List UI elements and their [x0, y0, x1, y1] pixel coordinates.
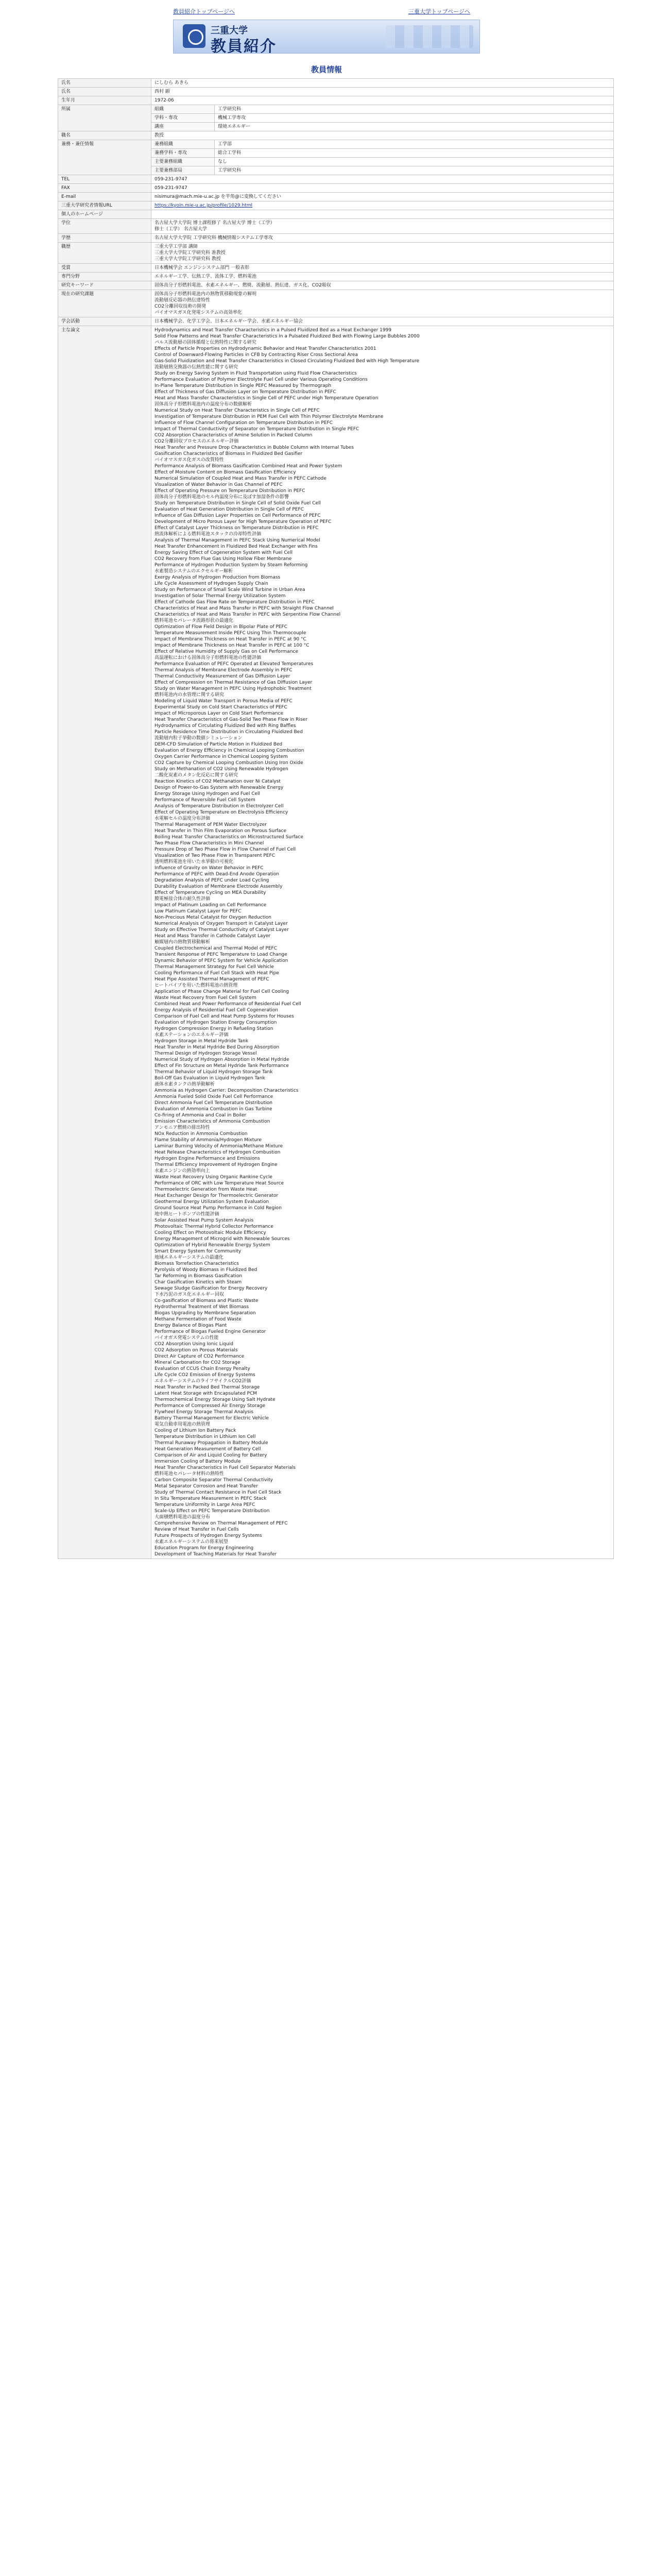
paper-item: Optimization of Hybrid Renewable Energy System: [154, 1243, 270, 1248]
paper-item: 固体高分子形燃料電池内の温度分布の数値解析: [154, 402, 252, 407]
paper-item: Latent Heat Storage with Encapsulated PCM: [154, 1391, 257, 1396]
row-name-kana: 氏名 にしむら あきら: [58, 79, 614, 88]
paper-item: Solar Assisted Heat Pump System Analysis: [154, 1218, 254, 1223]
row-addl-3: 主要兼務部局 工学研究科: [58, 166, 614, 175]
paper-item: Performance of Hydrogen Production System by Steam Reforming: [154, 563, 308, 568]
career-item: 三重大学大学院工学研究科 教授: [154, 257, 221, 262]
paper-item: Performance Analysis of Biomass Gasification Combined Heat and Power System: [154, 464, 342, 469]
paper-item: Study on Methanation of CO2 Using Renewable Hydrogen: [154, 767, 288, 772]
row-theme: 現在の研究課題 固体高分子形燃料電池内の熱物質移動現象の解明 流動層反応器の熱伝達特性 CO2分離回収技術の開発 バイオマスガス化発電システムの高効率化: [58, 290, 614, 317]
header-banner: [173, 20, 480, 54]
activity-value: 日本機械学会、化学工学会、日本エネルギー学会、水素エネルギー協会: [151, 317, 614, 326]
paper-item: 地中熱ヒートポンプの性能評価: [154, 1212, 219, 1217]
paper-item: Characteristics of Heat and Mass Transfer in PEFC with Straight Flow Channel: [154, 606, 334, 611]
paper-item: Heat Transfer in Thin Film Evaporation on Porous Surface: [154, 828, 287, 834]
paper-item: Investigation of Solar Thermal Energy Utilization System: [154, 594, 286, 599]
paper-item: Ammonia Fueled Solid Oxide Fuel Cell Performance: [154, 1094, 273, 1099]
university-logo-icon: [183, 24, 205, 48]
row-school: 学歴 名古屋大学大学院 工学研究科 機械情報システム工学専攻: [58, 234, 614, 243]
row-email: E-mail nisimura@mach.mie-u.ac.jp を半角@に変換してください: [58, 193, 614, 201]
paper-item: Experimental Study on Cold Start Characteristics of PEFC: [154, 705, 287, 710]
paper-item: Effects of Particle Properties on Hydrodynamic Behavior and Heat Transfer Characteristics 2001: [154, 346, 376, 351]
paper-item: 流動層内粒子挙動の数値シミュレーション: [154, 736, 243, 741]
theme-item: 流動層反応器の熱伝達特性: [154, 298, 211, 303]
paper-item: Energy Storage Using Hydrogen and Fuel Cell: [154, 791, 261, 796]
paper-item: Flame Stability of Ammonia/Hydrogen Mixture: [154, 1138, 262, 1143]
row-name: 氏名 西村 顕: [58, 88, 614, 96]
paper-item: Evaluation of Energy Efficiency in Chemical Looping Combustion: [154, 748, 304, 753]
university-name: 三重大学: [211, 25, 248, 36]
paper-item: Evaluation of Heat Generation Distribution in Single Cell of PEFC: [154, 507, 304, 512]
paper-item: Performance of Reversible Fuel Cell System: [154, 798, 255, 803]
paper-item: Heat Generation Measurement of Battery Cell: [154, 1447, 261, 1452]
paper-item: Impact of Platinum Loading on Cell Performance: [154, 903, 267, 908]
paper-item: Solid Flow Patterns and Heat Transfer Characteristics in a Pulsated Fluidized Bed with Flowing Large Bubbles 2000: [154, 334, 420, 339]
paper-item: Development of Micro Porous Layer for High Temperature Operation of PEFC: [154, 519, 332, 524]
paper-item: Transient Response of PEFC Temperature to Load Change: [154, 952, 287, 957]
paper-item: Reaction Kinetics of CO2 Methanation over Ni Catalyst: [154, 779, 281, 784]
row-career: 職歴 三重大学工学部 講師 三重大学大学院工学研究科 准教授 三重大学大学院工学研究科 教授: [58, 243, 614, 264]
row-degree: 学位 名古屋大学大学院 博士課程修了 名古屋大学 博士（工学） 修士（工学） 名古屋大学: [58, 219, 614, 234]
section-title: 教員情報: [311, 65, 342, 74]
paper-item: Visualization of Water Behavior in Gas Channel of PEFC: [154, 482, 283, 487]
paper-item: Heat and Mass Transfer in Cathode Catalyst Layer: [154, 934, 271, 939]
paper-item: Investigation of Temperature Distribution in PEM Fuel Cell with Thin Polymer Electrolyte Membrane: [154, 414, 384, 419]
paper-item: DEM-CFD Simulation of Particle Motion in Fluidized Bed: [154, 742, 283, 747]
paper-item: Cooling Effect on Photovoltaic Module Efficiency: [154, 1230, 266, 1235]
paper-item: Impact of Thermal Conductivity of Separator on Temperature Distribution in Single PEFC: [154, 427, 359, 432]
paper-item: バイオガス発電システムの性能: [154, 1335, 219, 1341]
degree-value: 名古屋大学大学院 博士課程修了 名古屋大学 博士（工学）: [154, 221, 275, 226]
paper-item: Thermal Runaway Propagation in Battery Module: [154, 1440, 268, 1446]
paper-item: Control of Downward-Flowing Particles in CFB by Contracting Riser Cross Sectional Area: [154, 352, 358, 358]
top-navigation: [0, 7, 653, 18]
paper-item: Numerical Study of Hydrogen Absorption in Metal Hydride: [154, 1057, 289, 1062]
paper-item: Ammonia as Hydrogen Carrier: Decomposition Characteristics: [154, 1088, 299, 1093]
paper-item: CO2 Recovery from Flue Gas Using Hollow Fiber Membrane: [154, 556, 292, 562]
award-value: 日本機械学会 エンジンシステム部門 一般表彰: [151, 264, 614, 273]
paper-item: Visualization of Two Phase Flow in Transparent PEFC: [154, 853, 275, 858]
theme-item: 固体高分子形燃料電池内の熱物質移動現象の解明: [154, 292, 257, 297]
paper-item: Hydrogen Storage in Metal Hydride Tank: [154, 1039, 249, 1044]
paper-item: Influence of Gas Diffusion Layer Properties on Cell Performance of PEFC: [154, 513, 321, 518]
row-title: 職名 教授: [58, 131, 614, 140]
paper-item: CO2 Absorption Characteristics of Amine Solution in Packed Column: [154, 433, 313, 438]
paper-item: Influence of Gravity on Water Behavior in PEFC: [154, 866, 264, 871]
paper-item: Low Platinum Catalyst Layer for PEFC: [154, 909, 242, 914]
paper-item: Methane Fermentation of Food Waste: [154, 1317, 242, 1322]
paper-item: Geothermal Energy Utilization System Evaluation: [154, 1199, 269, 1205]
banner-decoration: [386, 25, 473, 48]
paper-item: Analysis of Thermal Management in PEFC Stack Using Numerical Model: [154, 538, 320, 543]
paper-item: Smart Energy System for Community: [154, 1249, 242, 1254]
paper-item: Photovoltaic Thermal Hybrid Collector Performance: [154, 1224, 273, 1229]
paper-item: Effect of Relative Humidity of Supply Gas on Cell Performance: [154, 649, 299, 654]
paper-item: 燃料電池セパレータ材料の熱特性: [154, 1471, 225, 1477]
paper-item: Battery Thermal Management for Electric Vehicle: [154, 1416, 269, 1421]
paper-item: Cooling of Lithium Ion Battery Pack: [154, 1428, 236, 1433]
theme-item: CO2分離回収技術の開発: [154, 304, 207, 309]
paper-item: Evaluation of Hydrogen Station Energy Consumption: [154, 1020, 277, 1025]
paper-item: Non-Precious Metal Catalyst for Oxygen Reduction: [154, 915, 271, 920]
paper-item: Temperature Uniformity in Large Area PEFC: [154, 1502, 255, 1507]
paper-item: Numerical Simulation of Coupled Heat and Mass Transfer in PEFC Cathode: [154, 476, 326, 481]
paper-item: Hydrodynamics and Heat Transfer Characteristics in a Pulsed Fluidized Bed as a Heat Exchanger 1999: [154, 328, 392, 333]
paper-item: Thermal Design of Hydrogen Storage Vessel: [154, 1051, 257, 1056]
paper-item: Cooling Performance of Fuel Cell Stack with Heat Pipe: [154, 971, 279, 976]
paper-item: Hydrothermal Treatment of Wet Biomass: [154, 1304, 249, 1310]
paper-item: Hydrodynamics of Circulating Fluidized Bed with Ring Baffles: [154, 723, 296, 728]
paper-item: Influence of Flow Channel Configuration on Temperature Distribution in PEFC: [154, 420, 333, 426]
paper-item: Performance of Compressed Air Energy Storage: [154, 1403, 266, 1409]
paper-item: 透明燃料電池を用いた水挙動の可視化: [154, 859, 234, 865]
paper-item: Thermochemical Energy Storage Using Salt Hydrate: [154, 1397, 276, 1402]
paper-item: Direct Ammonia Fuel Cell Temperature Distribution: [154, 1100, 272, 1106]
row-addl-1: 兼務学科・専攻 総合工学科: [58, 149, 614, 158]
paper-item: Thermal Conductivity Measurement of Gas Diffusion Layer: [154, 674, 290, 679]
banner-title: 教員紹介: [211, 38, 277, 56]
paper-item: Thermal Behavior of Liquid Hydrogen Storage Tank: [154, 1070, 273, 1075]
paper-item: Study on Effective Thermal Conductivity of Catalyst Layer: [154, 927, 289, 933]
personal-homepage-value: [151, 210, 614, 219]
paper-item: 地域エネルギーシステムの最適化: [154, 1255, 224, 1260]
paper-item: エネルギーシステムのライフサイクルCO2評価: [154, 1379, 251, 1384]
paper-item: Evaluation of CCUS Chain Energy Penalty: [154, 1366, 250, 1371]
paper-item: Heat Transfer Enhancement in Fluidized Bed Heat Exchanger with Fins: [154, 544, 318, 549]
paper-item: 膜電極接合体の耐久性評価: [154, 896, 211, 902]
paper-item: Pyrolysis of Woody Biomass in Fluidized Bed: [154, 1267, 257, 1273]
paper-item: Characteristics of Heat and Mass Transfer in PEFC with Serpentine Flow Channel: [154, 612, 341, 617]
degree-value-2: 修士（工学） 名古屋大学: [154, 227, 207, 232]
paper-item: Combined Heat and Power Performance of Residential Fuel Cell: [154, 1002, 301, 1007]
paper-item: Performance Evaluation of PEFC Operated at Elevated Temperatures: [154, 662, 314, 667]
paper-item: Metal Separator Corrosion and Heat Transfer: [154, 1484, 258, 1489]
paper-item: Energy Balance of Biogas Plant: [154, 1323, 227, 1328]
paper-item: Effect of Cathode Gas Flow Rate on Temperature Distribution in PEFC: [154, 600, 315, 605]
paper-item: Performance of Biogas Fueled Engine Generator: [154, 1329, 266, 1334]
paper-item: Durability Evaluation of Membrane Electrode Assembly: [154, 884, 283, 889]
paper-item: 流動層熱交換器の伝熱性能に関する研究: [154, 365, 238, 370]
career-item: 三重大学大学院工学研究科 准教授: [154, 250, 226, 256]
paper-item: Life Cycle Assessment of Hydrogen Supply Chain: [154, 581, 268, 586]
paper-item: Temperature Measurement Inside PEFC Using Thin Thermocouple: [154, 631, 306, 636]
fax-value: 059-231-9747: [151, 184, 614, 193]
paper-item: Effect of Compression on Thermal Resistance of Gas Diffusion Layer: [154, 680, 313, 685]
paper-item: Impact of Membrane Thickness on Heat Transfer in PEFC at 90 °C: [154, 637, 306, 642]
paper-item: Gas-Solid Fluidization and Heat Transfer Characteristics in Closed Circulating Fluidized Bed with High Temperature: [154, 359, 420, 364]
paper-item: Comparison of Air and Liquid Cooling for Battery: [154, 1453, 267, 1458]
paper-item: Pressure Drop of Two Phase Flow in Flow Channel of Fuel Cell: [154, 847, 296, 852]
paper-item: Thermal Management of PEM Water Electrolyzer: [154, 822, 267, 827]
paper-item: In Situ Temperature Measurement in PEFC Stack: [154, 1496, 267, 1501]
paper-item: Review of Heat Transfer in Fuel Cells: [154, 1527, 239, 1532]
paper-item: Energy Management of Microgrid with Renewable Sources: [154, 1236, 290, 1242]
row-birth: 生年月 1972-06: [58, 96, 614, 105]
paper-item: Boiling Heat Transfer Characteristics on Microstructured Surface: [154, 835, 303, 840]
university-top-link[interactable]: 三重大学トップページへ: [408, 8, 471, 15]
paper-item: Heat and Mass Transfer Characteristics in Single Cell of PEFC under High Temperature Operation: [154, 396, 379, 401]
paper-item: Co-gasification of Biomass and Plastic Waste: [154, 1298, 259, 1303]
paper-item: CO2 Adsorption on Porous Materials: [154, 1348, 238, 1353]
paper-item: Heat Transfer in Packed Bed Thermal Storage: [154, 1385, 260, 1390]
paper-item: Dynamic Behavior of PEFC System for Vehicle Application: [154, 958, 288, 963]
paper-item: Scale-Up Effect on PEFC Temperature Distribution: [154, 1509, 270, 1514]
paper-item: Effect of Operating Temperature on Electrolysis Efficiency: [154, 810, 288, 815]
paper-item: Study on Temperature Distribution in Single Cell of Solid Oxide Fuel Cell: [154, 501, 321, 506]
paper-item: Evaluation of Ammonia Combustion in Gas Turbine: [154, 1107, 272, 1112]
paper-item: Education Program for Energy Engineering: [154, 1546, 254, 1551]
paper-item: 液体水素タンクの熱挙動解析: [154, 1082, 215, 1087]
paper-item: Hydrogen Compression Energy in Refueling Station: [154, 1026, 273, 1031]
paper-item: Study of Thermal Contact Resistance in Fuel Cell Stack: [154, 1490, 282, 1495]
paper-item: 水素製造システムのエクセルギー解析: [154, 569, 233, 574]
paper-item: Thermoelectric Generation from Waste Heat: [154, 1187, 257, 1192]
theme-item: バイオマスガス化発電システムの高効率化: [154, 310, 242, 315]
row-keyword: 研究キーワード 固体高分子形燃料電池、水素エネルギー、燃焼、流動層、熱伝達、ガス化、CO2吸収: [58, 281, 614, 290]
paper-item: 大面積燃料電池の温度分布: [154, 1515, 211, 1520]
field-value: エネルギー工学、伝熱工学、流体工学、燃料電池: [151, 273, 614, 281]
paper-item: Performance of ORC with Low Temperature Heat Source: [154, 1181, 284, 1186]
paper-item: Energy Analysis of Residential Fuel Cell Cogeneration: [154, 1008, 278, 1013]
row-tel: TEL 059-231-9747: [58, 175, 614, 184]
row-affil-0: 所属 組織 工学研究科: [58, 105, 614, 114]
paper-item: 燃料電池内の水管理に関する研究: [154, 692, 225, 698]
row-papers: 主な論文 Hydrodynamics and Heat Transfer Characteristics in a Pulsed Fluidized Bed as a Heat Exchanger 1999 Solid Flow Patterns and Heat Transfer Characteristics in a Pulsated Fluidized Bed with Flowing Large Bubbles 2000 パルス流動層の固体循環と伝熱特性に関する研究 Effects of Particle Properties on Hydrodynamic Behavior and Heat Transfer Characteristics 2001 Control of Downward-Flowing Particles in CFB by Contracting Riser Cross Sectional Area Gas-Solid Fluidization and Heat Transfer Characteristics in Closed Circulating Fluidized Bed with High Temperature 流動層熱交換器の伝熱性能に関する研究 Study on Energy Saving System in Fluid Transportation using Fluid Flow Characteristics Performance Evaluation of Polymer Electrolyte Fuel Cell under Various Operating Conditions In-Plane Temperature Distribution in Single PEFC Measured by Thermograph Effect of Thickness of Gas Diffusion Layer on Temperature Distribution in PEFC Heat and Mass Transfer Characteristics in Single Cell of PEFC under High Temperature Operation 固体高分子形燃料電池内の温度分布の数値解析 Numerical Study on Heat Transfer Characteristics in Single Cell of PEFC Investigation of Temperature Distribution in PEM Fuel Cell with Thin Polymer Electrolyte Membrane Influence of Flow Channel Configuration on Temperature Distribution in PEFC Impact of Thermal Conductivity of Separator on Temperature Distribution in Single PEFC CO2 Absorption Characteristics of Amine Solution in Packed Column CO2分離回収プロセスのエネルギー評価 Heat Transfer and Pressure Drop Characteristics in Bubble Column with Internal Tubes Gasification Characteristics of Biomass in Fluidized Bed Gasifier バイオマスガス化ガスの改質特性 Performance Analysis of Biomass Gasification Combined Heat and Power System Effect of Moisture Content on Biomass Gasification Efficiency Numerical Simulation of Coupled Heat and Mass Transfer in PEFC Cathode Visualization of Water Behavior in Gas Channel of PEFC Effect of Operating Pressure on Temperature Distribution in PEFC 固体高分子形燃料電池のセル内温度分布に及ぼす加湿条件の影響 Study on Temperature Distribution in Single Cell of Solid Oxide Fuel Cell Evaluation of Heat Generation Distribution in Single Cell of PEFC Influence of Gas Diffusion Layer Properties on Cell Performance of PEFC Development of Micro Porous Layer for High Temperature Operation of PEFC Effect of Catalyst Layer Thickness on Temperature Distribution in PEFC 熱流体解析による燃料電池スタックの冷却特性評価 Analysis of Thermal Management in PEFC Stack Using Numerical Model Heat Transfer Enhancement in Fluidized Bed Heat Exchanger with Fins Energy Saving Effect of Cogeneration System with Fuel Cell CO2 Recovery from Flue Gas Using Hollow Fiber Membrane Performance of Hydrogen Production System by Steam Reforming 水素製造システムのエクセルギー解析 Exergy Analysis of Hydrogen Production from Biomass Life Cycle Assessment of Hydrogen Supply Chain Study on Performance of Small Scale Wind Turbine in Urban Area Investigation of Solar Thermal Energy Utilization System Effect of Cathode Gas Flow Rate on Temperature Distribution in PEFC Characteristics of Heat and Mass Transfer in PEFC with Straight Flow Channel Characteristics of Heat and Mass Transfer in PEFC with Serpentine Flow Channel 燃料電池セパレータ流路形状の最適化 Optimization of Flow Field Design in Bipolar Plate of PEFC Temperature Measurement Inside PEFC Using Thin Thermocouple Impact of Membrane Thickness on Heat Transfer in PEFC at 90 °C Impact of Membrane Thickness on Heat Transfer in PEFC at 100 °C Effect of Relative Humidity of Supply Gas on Cell Performance 高温運転における固体高分子形燃料電池の性能評価 Performance Evaluation of PEFC Operated at Elevated Temperatures Thermal Analysis of Membrane Electrode Assembly in PEFC Thermal Conductivity Measurement of Gas Diffusion Layer Effect of Compression on Thermal Resistance of Gas Diffusion Layer Study on Water Management in PEFC Using Hydrophobic Treatment 燃料電池内の水管理に関する研究 Modeling of Liquid Water Transport in Porous Media of PEFC Experimental Study on Cold Start Characteristics of PEFC Impact of Microporous Layer on Cold Start Performance Heat Transfer Characteristics of Gas-Solid Two Phase Flow in Riser Hydrodynamics of Circulating Fluidized Bed with Ring Baffles Particle Residence Time Distribution in Circulating Fluidized Bed 流動層内粒子挙動の数値シミュレーション DEM-CFD Simulation of Particle Motion in Fluidized Bed Evaluation of Energy Efficiency in Chemical Looping Combustion Oxygen Carrier Performance in Chemical Looping System CO2 Capture by Chemical Looping Combustion Using Iron Oxide Study on Methanation of CO2 Using Renewable Hydrogen 二酸化炭素のメタン化反応に関する研究 Reaction Kinetics of CO2 Methanation over Ni Catalyst Design of Power-to-Gas System with Renewable Energy Energy Storage Using Hydrogen and Fuel Cell Performance of Reversible Fuel Cell System Analysis of Temperature Distribution in Electrolyzer Cell Effect of Operating Temperature on Electrolysis Efficiency 水電解セルの温度分布評価 Thermal Management of PEM Water Electrolyzer Heat Transfer in Thin Film Evaporation on Porous Surface Boiling Heat Transfer Characteristics on Microstructured Surface Two Phase Flow Characteristics in Mini Channel Pressure Drop of Two Phase Flow in Flow Channel of Fuel Cell Visualization of Two Phase Flow in Transparent PEFC 透明燃料電池を用いた水挙動の可視化 Influence of Gravity on Water Behavior in PEFC Performance of PEFC with Dead-End Anode Operation Degradation Analysis of PEFC under Load Cycling Durability Evaluation of Membrane Electrode Assembly Effect of Temperature Cycling on MEA Durability 膜電極接合体の耐久性評価 Impact of Platinum Loading on Cell Performance Low Platinum Catalyst Layer for PEFC Non-Precious Metal Catalyst for Oxygen Reduction Numerical Analysis of Oxygen Transport in Catalyst Layer Study on Effective Thermal Conductivity of Catalyst Layer Heat and Mass Transfer in Cathode Catalyst Layer 触媒層内の熱物質移動解析 Coupled Electrochemical and Thermal Model of PEFC Transient Response of PEFC Temperature to Load Change Dynamic Behavior of PEFC System for Vehicle Application Thermal Management Strategy for Fuel Cell Vehicle Cooling Performance of Fuel Cell Stack with Heat Pipe Heat Pipe Assisted Thermal Management of PEFC ヒートパイプを用いた燃料電池の熱管理 Application of Phase Change Material for Fuel Cell Cooling Waste Heat Recovery from Fuel Cell System Combined Heat and Power Performance of Residential Fuel Cell Energy Analysis of Residential Fuel Cell Cogeneration Comparison of Fuel Cell and Heat Pump Systems for Houses Evaluation of Hydrogen Station Energy Consumption Hydrogen Compression Energy in Refueling Station 水素ステーションのエネルギー評価 Hydrogen Storage in Metal Hydride Tank Heat Transfer in Metal Hydride Bed During Absorption Thermal Design of Hydrogen Storage Vessel Numerical Study of Hydrogen Absorption in Metal Hydride Effect of Fin Structure on Metal Hydride Tank Performance Thermal Behavior of Liquid Hydrogen Storage Tank Boil-Off Gas Evaluation in Liquid Hydrogen Tank 液体水素タンクの熱挙動解析 Ammonia as Hydrogen Carrier: Decomposition Characteristics Ammonia Fueled Solid Oxide Fuel Cell Performance Direct Ammonia Fuel Cell Temperature Distribution Evaluation of Ammonia Combustion in Gas Turbine Co-firing of Ammonia and Coal in Boiler Emission Characteristics of Ammonia Combustion アンモニア燃焼の排出特性 NOx Reduction in Ammonia Combustion Flame Stability of Ammonia/Hydrogen Mixture Laminar Burning Velocity of Ammonia/Methane Mixture Heat Release Characteristics of Hydrogen Combustion Hydrogen Engine Performance and Emissions Thermal Efficiency Improvement of Hydrogen Engine 水素エンジンの熱効率向上 Waste Heat Recovery Using Organic Rankine Cycle Performance of ORC with Low Temperature Heat Source Thermoelectric Generation from Waste Heat Heat Exchanger Design for Thermoelectric Generator Geothermal Energy Utilization System Evaluation Ground Source Heat Pump Performance in Cold Region 地中熱ヒートポンプの性能評価 Solar Assisted Heat Pump System Analysis Photovoltaic Thermal Hybrid Collector Performance Cooling Effect on Photovoltaic Module Efficiency Energy Management of Microgrid with Renewable Sources Optimization of Hybrid Renewable Energy System Smart Energy System for Community 地域エネルギーシステムの最適化 Biomass Torrefaction Characteristics Pyrolysis of Woody Biomass in Fluidized Bed Tar Reforming in Biomass Gasification Char Gasification Kinetics with Steam Sewage Sludge Gasification for Energy Recovery 下水汚泥のガス化エネルギー回収 Co-gasification of Biomass and Plastic Waste Hydrothermal Treatment of Wet Biomass Biogas Upgrading by Membrane Separation Methane Fermentation of Food Waste Energy Balance of Biogas Plant Performance of Biogas Fueled Engine Generator バイオガス発電システムの性能 CO2 Absorption Using Ionic Liquid CO2 Adsorption on Porous Materials Direct Air Capture of CO2 Performance Mineral Carbonation for CO2 Storage Evaluation of CCUS Chain Energy Penalty Life Cycle CO2 Emission of Energy Systems エネルギーシステムのライフサイクルCO2評価 Heat Transfer in Packed Bed Thermal Storage Latent Heat Storage with Encapsulated PCM Thermochemical Energy Storage Using Salt Hydrate Performance of Compressed Air Energy Storage Flywheel Energy Storage Thermal Analysis Battery Thermal Management for Electric Vehicle 電気自動車用電池の熱管理 Cooling of Lithium Ion Battery Pack Temperature Distribution in Lithium Ion Cell Thermal Runaway Propagation in Battery Module Heat Generation Measurement of Battery Cell Comparison of Air and Liquid Cooling for Battery Immersion Cooling of Battery Module Heat Transfer Characteristics in Fuel Cell Separator Materials 燃料電池セパレータ材料の熱特性 Carbon Composite Separator Thermal Conductivity Metal Separator Corrosion and Heat Transfer Study of Thermal Contact Resistance in Fuel Cell Stack In Situ Temperature Measurement in PEFC Stack Temperature Uniformity in Large Area PEFC Scale-Up Effect on PEFC Temperature Distribution 大面積燃料電池の温度分布 Comprehensive Review on Thermal Management of PEFC Review of Heat Transfer in Fuel Cells Future Prospects of Hydrogen Energy Systems 水素エネルギーシステムの将来展望 Education Program for Energy Engineering Development of Teaching Materials for Heat Transfer: [58, 326, 614, 1559]
paper-item: Comprehensive Review on Thermal Management of PEFC: [154, 1521, 288, 1526]
tel-value: 059-231-9747: [151, 175, 614, 184]
paper-item: 水素エネルギーシステムの将来展望: [154, 1539, 228, 1545]
paper-item: Oxygen Carrier Performance in Chemical Looping System: [154, 754, 288, 759]
paper-item: ヒートパイプを用いた燃料電池の熱管理: [154, 983, 238, 988]
paper-item: Impact of Membrane Thickness on Heat Transfer in PEFC at 100 °C: [154, 643, 310, 648]
paper-item: CO2 Capture by Chemical Looping Combustion Using Iron Oxide: [154, 760, 303, 766]
paper-item: Thermal Management Strategy for Fuel Cell Vehicle: [154, 964, 274, 970]
paper-item: 水素ステーションのエネルギー評価: [154, 1032, 229, 1038]
paper-item: CO2分離回収プロセスのエネルギー評価: [154, 439, 239, 444]
paper-item: Coupled Electrochemical and Thermal Model of PEFC: [154, 946, 278, 951]
paper-item: Study on Energy Saving System in Fluid Transportation using Fluid Flow Characteristics: [154, 371, 357, 376]
row-fax: FAX 059-231-9747: [58, 184, 614, 193]
paper-item: Carbon Composite Separator Thermal Conductivity: [154, 1478, 273, 1483]
paper-item: Effect of Moisture Content on Biomass Gasification Efficiency: [154, 470, 296, 475]
paper-item: Optimization of Flow Field Design in Bipolar Plate of PEFC: [154, 624, 287, 630]
paper-item: Heat Transfer and Pressure Drop Characteristics in Bubble Column with Internal Tubes: [154, 445, 354, 450]
paper-item: Co-firing of Ammonia and Coal in Boiler: [154, 1113, 247, 1118]
row-addl-0: 兼務・兼任情報 兼務組織 工学部: [58, 140, 614, 149]
paper-item: 熱流体解析による燃料電池スタックの冷却特性評価: [154, 532, 262, 537]
paper-item: Waste Heat Recovery from Fuel Cell System: [154, 995, 256, 1001]
faculty-top-link[interactable]: 教員紹介トップページへ: [173, 8, 235, 15]
row-award: 受賞 日本機械学会 エンジンシステム部門 一般表彰: [58, 264, 614, 273]
paper-item: Heat Transfer in Metal Hydride Bed During Absorption: [154, 1045, 280, 1050]
paper-item: Heat Pipe Assisted Thermal Management of PEFC: [154, 977, 269, 982]
paper-item: Numerical Study on Heat Transfer Characteristics in Single Cell of PEFC: [154, 408, 320, 413]
researcher-url-link[interactable]: https://kyoin.mie-u.ac.jp/profile/1029.html: [154, 203, 252, 208]
paper-item: Temperature Distribution in Lithium Ion Cell: [154, 1434, 256, 1439]
paper-item: Heat Transfer Characteristics of Gas-Solid Two Phase Flow in Riser: [154, 717, 307, 722]
paper-item: Two Phase Flow Characteristics in Mini Channel: [154, 841, 264, 846]
paper-item: Hydrogen Engine Performance and Emissions: [154, 1156, 260, 1161]
row-affil-2: 講座 環境エネルギー: [58, 123, 614, 131]
paper-item: Thermal Efficiency Improvement of Hydrogen Engine: [154, 1162, 278, 1167]
paper-item: 水電解セルの温度分布評価: [154, 816, 211, 821]
paper-item: Flywheel Energy Storage Thermal Analysis: [154, 1410, 253, 1415]
paper-item: CO2 Absorption Using Ionic Liquid: [154, 1342, 233, 1347]
paper-item: NOx Reduction in Ammonia Combustion: [154, 1131, 248, 1137]
paper-item: アンモニア燃焼の排出特性: [154, 1125, 210, 1130]
paper-item: Gasification Characteristics of Biomass in Fluidized Bed Gasifier: [154, 451, 303, 456]
school-value: 名古屋大学大学院 工学研究科 機械情報システム工学専攻: [151, 234, 614, 243]
paper-item: Heat Release Characteristics of Hydrogen Combustion: [154, 1150, 281, 1155]
paper-item: Direct Air Capture of CO2 Performance: [154, 1354, 245, 1359]
paper-item: Effect of Temperature Cycling on MEA Durability: [154, 890, 266, 895]
paper-item: Thermal Analysis of Membrane Electrode Assembly in PEFC: [154, 668, 293, 673]
row-url: 三重大学研究者情報URL https://kyoin.mie-u.ac.jp/profile/1029.html: [58, 201, 614, 210]
paper-item: Char Gasification Kinetics with Steam: [154, 1280, 242, 1285]
paper-item: Particle Residence Time Distribution in Circulating Fluidized Bed: [154, 730, 303, 735]
name-kana-value: にしむら あきら: [151, 79, 614, 88]
paper-item: Effect of Operating Pressure on Temperature Distribution in PEFC: [154, 488, 305, 494]
paper-item: 固体高分子形燃料電池のセル内温度分布に及ぼす加湿条件の影響: [154, 495, 289, 500]
paper-item: Modeling of Liquid Water Transport in Porous Media of PEFC: [154, 699, 293, 704]
row-activity: 学会活動 日本機械学会、化学工学会、日本エネルギー学会、水素エネルギー協会: [58, 317, 614, 326]
paper-item: Heat Exchanger Design for Thermoelectric Generator: [154, 1193, 279, 1198]
paper-item: Boil-Off Gas Evaluation in Liquid Hydrogen Tank: [154, 1076, 265, 1081]
paper-item: Numerical Analysis of Oxygen Transport in Catalyst Layer: [154, 921, 288, 926]
paper-item: Impact of Microporous Layer on Cold Start Performance: [154, 711, 283, 716]
name-value: 西村 顕: [151, 88, 614, 96]
paper-item: Design of Power-to-Gas System with Renewable Energy: [154, 785, 284, 790]
paper-item: 水素エンジンの熱効率向上: [154, 1168, 210, 1174]
paper-item: Effect of Thickness of Gas Diffusion Layer on Temperature Distribution in PEFC: [154, 389, 336, 395]
paper-item: Degradation Analysis of PEFC under Load Cycling: [154, 878, 269, 883]
birth-value: 1972-06: [151, 96, 614, 105]
paper-item: Biomass Torrefaction Characteristics: [154, 1261, 239, 1266]
paper-item: Analysis of Temperature Distribution in Electrolyzer Cell: [154, 804, 284, 809]
paper-item: 二酸化炭素のメタン化反応に関する研究: [154, 773, 238, 778]
paper-item: Immersion Cooling of Battery Module: [154, 1459, 241, 1464]
paper-item: パルス流動層の固体循環と伝熱特性に関する研究: [154, 340, 256, 345]
email-value: nisimura@mach.mie-u.ac.jp を半角@に変換してください: [151, 193, 614, 201]
row-field: 専門分野 エネルギー工学、伝熱工学、流体工学、燃料電池: [58, 273, 614, 281]
paper-item: Application of Phase Change Material for Fuel Cell Cooling: [154, 989, 289, 994]
title-value: 教授: [151, 131, 614, 140]
paper-item: Sewage Sludge Gasification for Energy Recovery: [154, 1286, 268, 1291]
paper-item: Laminar Burning Velocity of Ammonia/Methane Mixture: [154, 1144, 283, 1149]
row-personal: 個人のホームページ: [58, 210, 614, 219]
paper-item: Ground Source Heat Pump Performance in Cold Region: [154, 1206, 282, 1211]
paper-item: Tar Reforming in Biomass Gasification: [154, 1274, 243, 1279]
paper-item: Effect of Catalyst Layer Thickness on Temperature Distribution in PEFC: [154, 526, 319, 531]
paper-item: Study on Water Management in PEFC Using Hydrophobic Treatment: [154, 686, 312, 691]
row-affil-1: 学科・専攻 機械工学専攻: [58, 114, 614, 123]
paper-item: Future Prospects of Hydrogen Energy Systems: [154, 1533, 262, 1538]
faculty-info-table: [58, 78, 614, 1559]
paper-item: 燃料電池セパレータ流路形状の最適化: [154, 618, 234, 623]
papers-list: [151, 326, 614, 1559]
paper-item: Performance of PEFC with Dead-End Anode Operation: [154, 872, 279, 877]
paper-item: Study on Performance of Small Scale Wind Turbine in Urban Area: [154, 587, 305, 592]
paper-item: Emission Characteristics of Ammonia Combustion: [154, 1119, 270, 1124]
paper-item: Mineral Carbonation for CO2 Storage: [154, 1360, 240, 1365]
paper-item: 触媒層内の熱物質移動解析: [154, 940, 211, 945]
paper-item: 高温運転における固体高分子形燃料電池の性能評価: [154, 655, 262, 660]
paper-item: Heat Transfer Characteristics in Fuel Cell Separator Materials: [154, 1465, 296, 1470]
keyword-value: 固体高分子形燃料電池、水素エネルギー、燃焼、流動層、熱伝達、ガス化、CO2吸収: [151, 281, 614, 290]
career-item: 三重大学工学部 講師: [154, 244, 198, 249]
paper-item: Comparison of Fuel Cell and Heat Pump Systems for Houses: [154, 1014, 294, 1019]
paper-item: 電気自動車用電池の熱管理: [154, 1422, 211, 1427]
paper-item: 下水汚泥のガス化エネルギー回収: [154, 1292, 225, 1297]
paper-item: In-Plane Temperature Distribution in Single PEFC Measured by Thermograph: [154, 383, 332, 388]
paper-item: Effect of Fin Structure on Metal Hydride Tank Performance: [154, 1063, 289, 1069]
paper-item: Life Cycle CO2 Emission of Energy Systems: [154, 1372, 255, 1378]
paper-item: Performance Evaluation of Polymer Electrolyte Fuel Cell under Various Operating Conditions: [154, 377, 368, 382]
paper-item: バイオマスガス化ガスの改質特性: [154, 457, 224, 463]
paper-item: Development of Teaching Materials for Heat Transfer: [154, 1552, 277, 1557]
paper-item: Exergy Analysis of Hydrogen Production from Biomass: [154, 575, 281, 580]
row-addl-2: 主要兼務組織 なし: [58, 158, 614, 166]
paper-item: Waste Heat Recovery Using Organic Rankine Cycle: [154, 1175, 272, 1180]
paper-item: Energy Saving Effect of Cogeneration System with Fuel Cell: [154, 550, 293, 555]
paper-item: Biogas Upgrading by Membrane Separation: [154, 1311, 256, 1316]
